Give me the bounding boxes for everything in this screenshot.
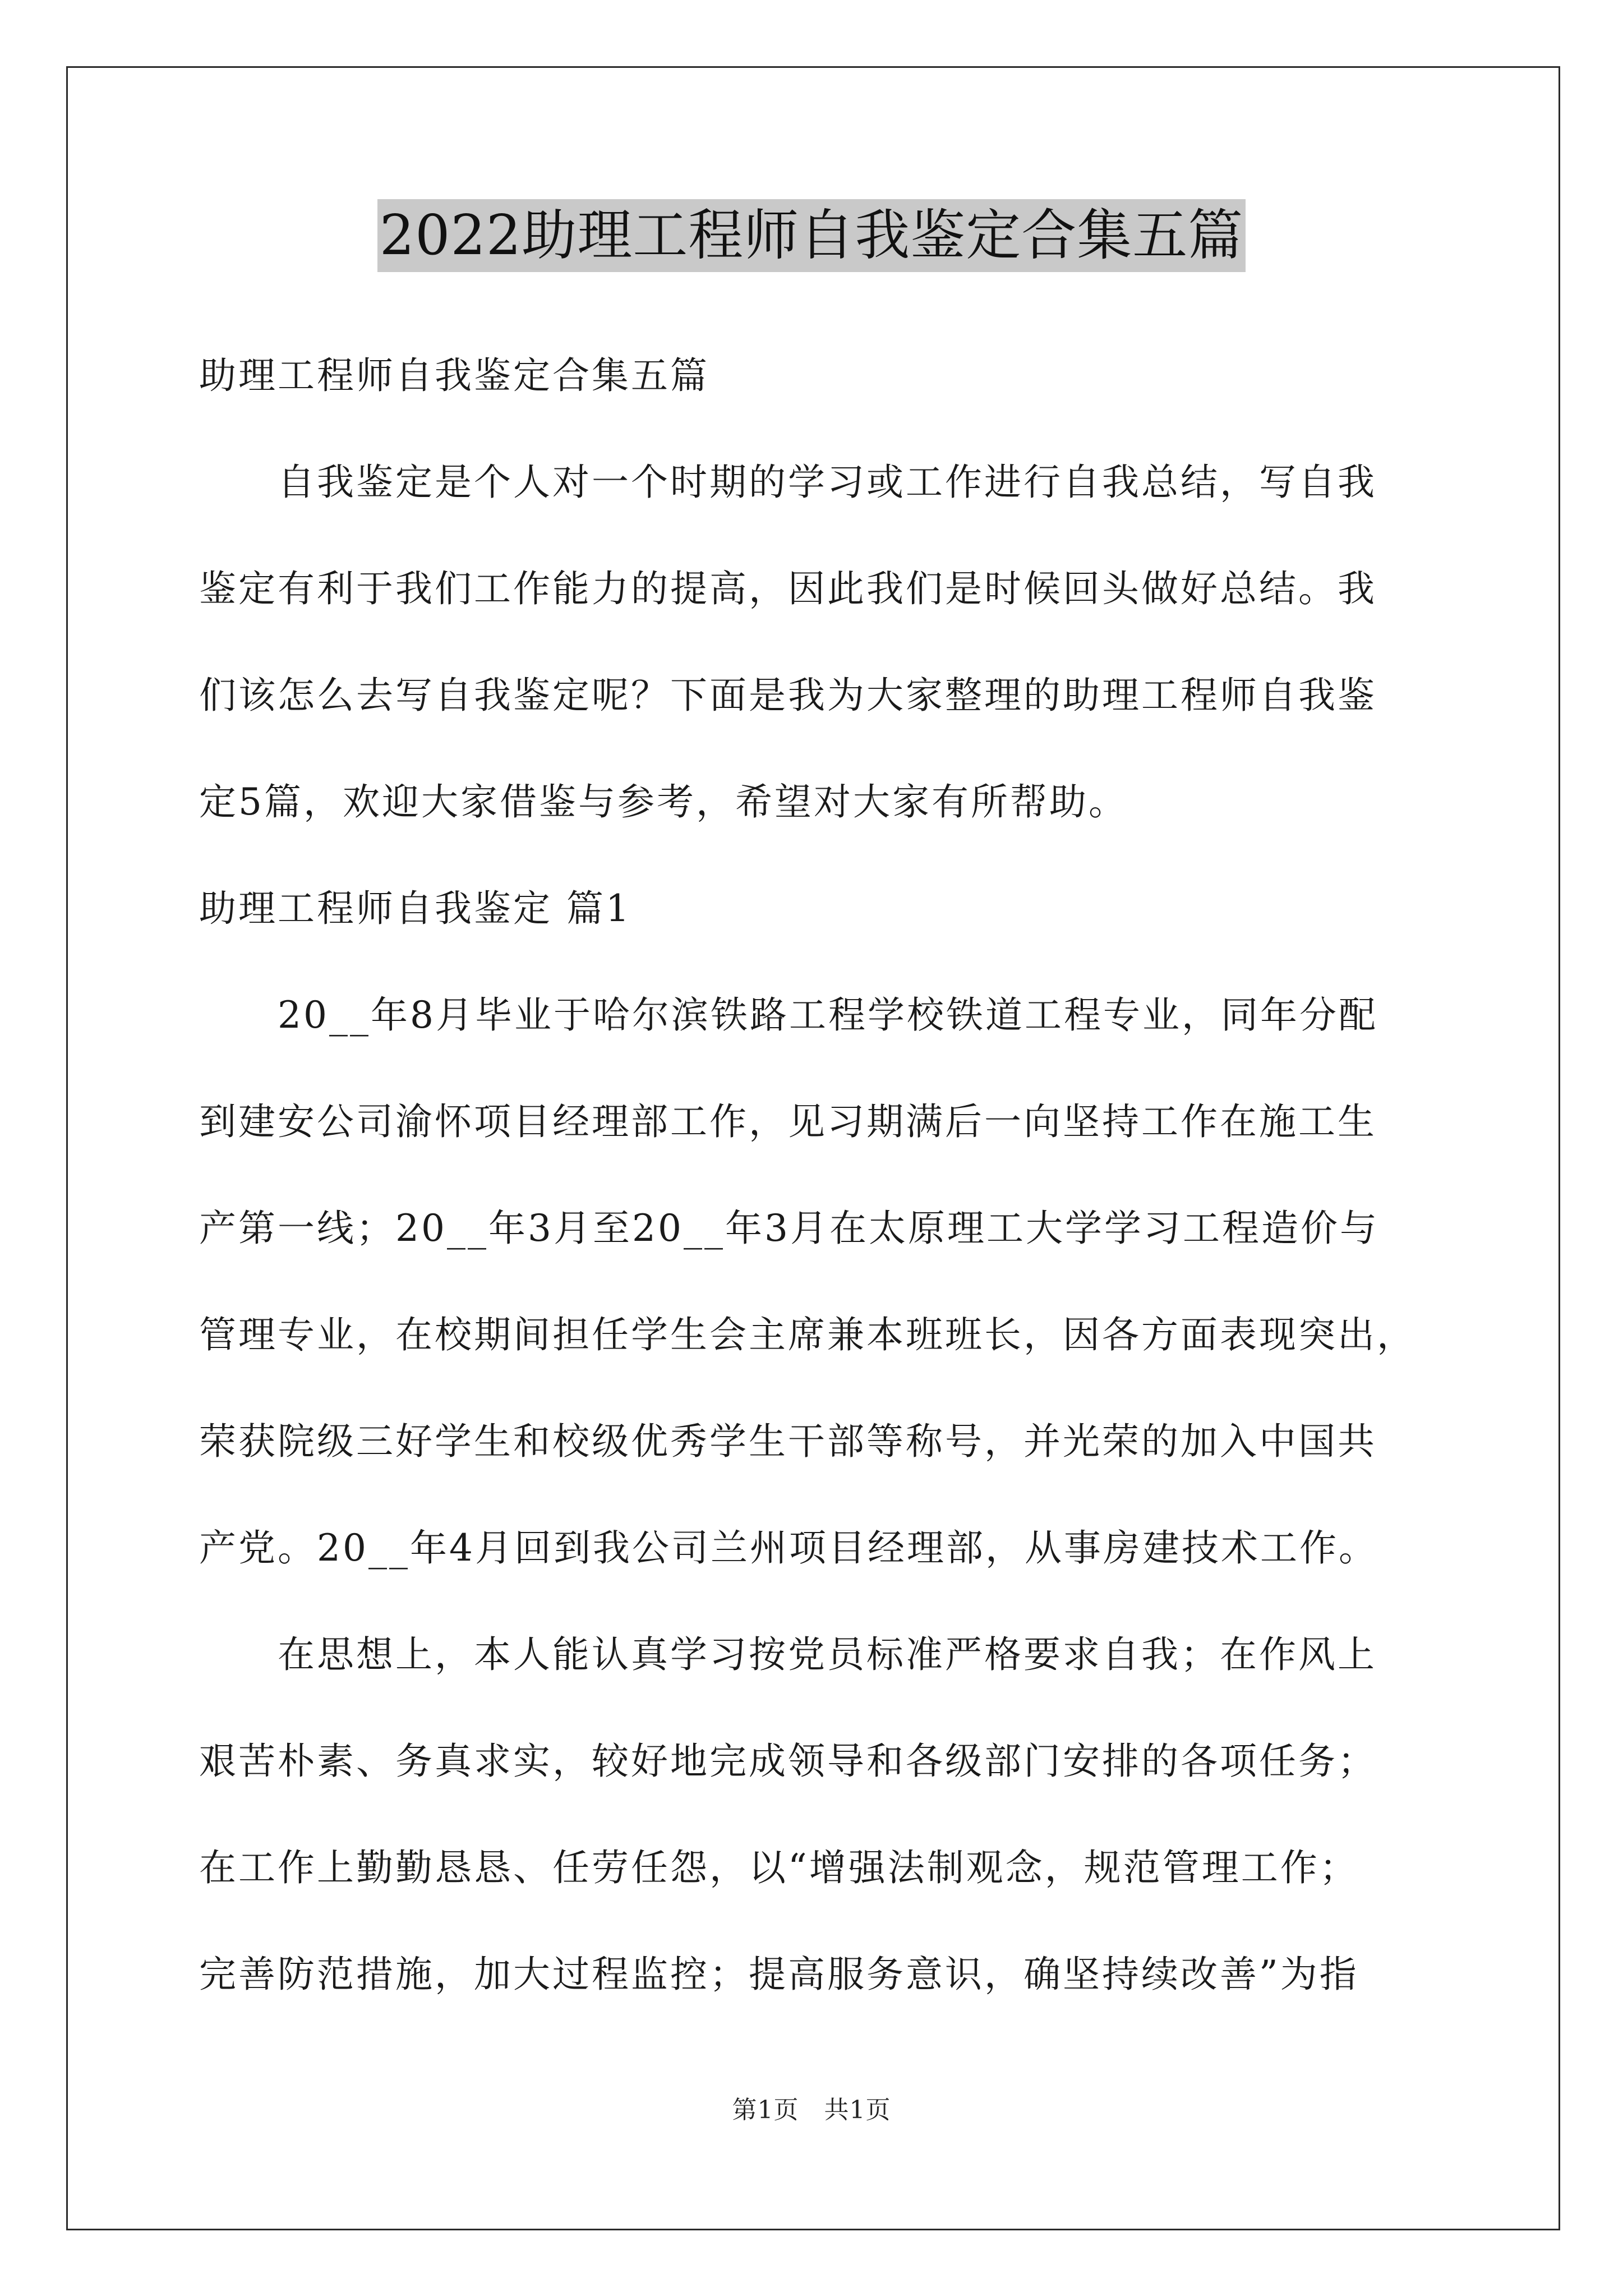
page-footer: 第1页 共1页 [732,2096,891,2124]
body-line: 艰苦朴素、务真求实，较好地完成领导和各级部门安排的各项任务； [199,1740,1377,1783]
document-title: 2022助理工程师自我鉴定合集五篇 [377,199,1246,272]
section-heading: 助理工程师自我鉴定 篇1 [199,887,631,930]
body-line: 20__年8月毕业于哈尔滨铁路工程学校铁道工程专业，同年分配 [199,993,1378,1037]
body-line: 荣获院级三好学生和校级优秀学生干部等称号，并光荣的加入中国共 [199,1420,1377,1463]
body-line: 们该怎么去写自我鉴定呢？下面是我为大家整理的助理工程师自我鉴 [199,674,1377,717]
body-line: 在思想上，本人能认真学习按党员标准严格要求自我；在作风上 [199,1633,1377,1676]
body-line: 鉴定有利于我们工作能力的提高，因此我们是时候回头做好总结。我 [199,567,1377,610]
body-line: 定5篇，欢迎大家借鉴与参考，希望对大家有所帮助。 [199,780,1128,823]
body-line: 在工作上勤勤恳恳、任劳任怨，以“增强法制观念，规范管理工作； [199,1846,1359,1889]
body-line: 产第一线；20__年3月至20__年3月在太原理工大学学习工程造价与 [199,1207,1379,1250]
body-line: 完善防范措施，加大过程监控；提高服务意识，确坚持续改善”为指 [199,1953,1359,1996]
title-container [0,199,1623,272]
body-line: 自我鉴定是个人对一个时期的学习或工作进行自我总结，写自我 [199,461,1377,504]
body-line: 助理工程师自我鉴定合集五篇 [199,354,709,397]
body-line: 到建安公司渝怀项目经理部工作，见习期满后一向坚持工作在施工生 [199,1100,1377,1143]
body-line: 产党。20__年4月回到我公司兰州项目经理部，从事房建技术工作。 [199,1526,1378,1570]
body-line: 管理专业，在校期间担任学生会主席兼本班班长，因各方面表现突出， [199,1313,1416,1356]
